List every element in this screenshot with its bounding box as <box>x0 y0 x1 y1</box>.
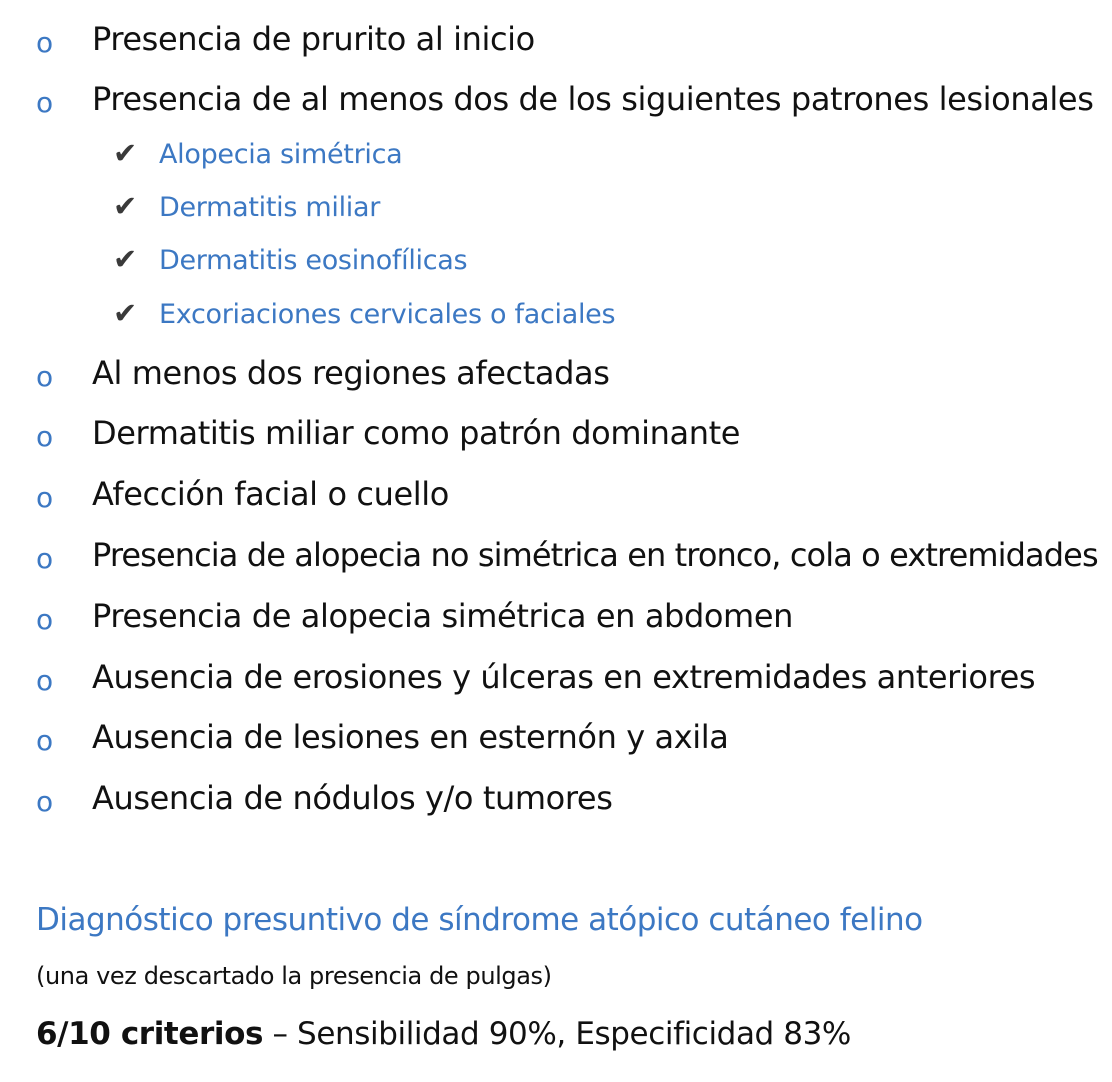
circle-bullet-icon: o <box>36 86 54 119</box>
criterion-item <box>0 655 1112 699</box>
checkmark-icon: ✔ <box>113 136 138 170</box>
circle-bullet-icon: o <box>36 26 54 59</box>
criterion-item <box>0 715 1112 759</box>
lesion-pattern-item <box>0 297 1112 333</box>
criterion-item <box>0 594 1112 638</box>
circle-bullet-icon: o <box>36 360 54 393</box>
criterion-text: Presencia de prurito al inicio <box>92 20 535 58</box>
circle-bullet-icon: o <box>36 603 54 636</box>
checkmark-icon: ✔ <box>113 296 138 330</box>
lesion-pattern-text: Alopecia simétrica <box>159 139 403 170</box>
criterion-text: Presencia de alopecia no simétrica en tronco, cola o extremidades <box>92 536 1098 574</box>
criterion-item <box>0 776 1112 820</box>
circle-bullet-icon: o <box>36 724 54 757</box>
criterion-text: Afección facial o cuello <box>92 475 449 513</box>
diagnosis-note: (una vez descartado la presencia de pulgas) <box>36 962 552 990</box>
lesion-pattern-text: Excoriaciones cervicales o faciales <box>159 299 616 330</box>
criterion-text: Ausencia de lesiones en esternón y axila <box>92 718 729 756</box>
diagnosis-result <box>36 1011 851 1057</box>
criterion-text: Presencia de al menos dos de los siguientes patrones lesionales <box>92 80 1094 118</box>
criterion-text: Al menos dos regiones afectadas <box>92 354 610 392</box>
sensitivity-specificity: – Sensibilidad 90%, Especificidad 83% <box>263 1016 851 1052</box>
lesion-pattern-text: Dermatitis miliar <box>159 192 381 223</box>
criterion-text: Presencia de alopecia simétrica en abdomen <box>92 597 793 635</box>
criterion-text: Ausencia de erosiones y úlceras en extremidades anteriores <box>92 658 1036 696</box>
circle-bullet-icon: o <box>36 481 54 514</box>
lesion-pattern-item <box>0 190 1112 226</box>
criterion-text: Ausencia de nódulos y/o tumores <box>92 779 613 817</box>
checkmark-icon: ✔ <box>113 242 138 276</box>
criterion-item <box>0 77 1112 121</box>
criterion-item <box>0 17 1112 61</box>
circle-bullet-icon: o <box>36 420 54 453</box>
lesion-pattern-text: Dermatitis eosinofílicas <box>159 245 468 276</box>
checkmark-icon: ✔ <box>113 189 138 223</box>
criterion-item <box>0 533 1112 577</box>
criteria-threshold: 6/10 criterios <box>36 1016 264 1052</box>
criterion-item <box>0 472 1112 516</box>
diagnosis-heading: Diagnóstico presuntivo de síndrome atópico cutáneo felino <box>36 902 923 938</box>
criterion-item <box>0 351 1112 395</box>
criterion-text: Dermatitis miliar como patrón dominante <box>92 414 741 452</box>
lesion-pattern-item <box>0 137 1112 173</box>
circle-bullet-icon: o <box>36 785 54 818</box>
criterion-item <box>0 411 1112 455</box>
circle-bullet-icon: o <box>36 664 54 697</box>
circle-bullet-icon: o <box>36 542 54 575</box>
lesion-pattern-item <box>0 243 1112 279</box>
